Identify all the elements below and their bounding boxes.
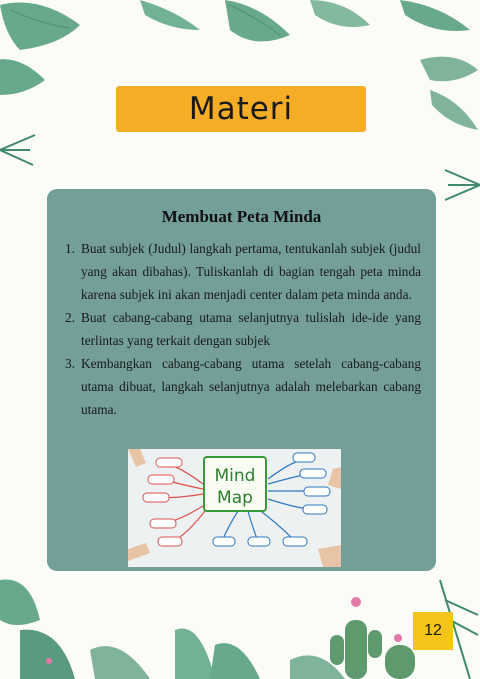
mind-map-center-text-line2: Map xyxy=(217,488,253,508)
list-text: Buat subjek (Judul) langkah pertama, tentukanlah subjek (judul yang akan dibahas). Tuliskanlah di bagian tengah peta minda karena subjek ini akan menjadi center dalam peta minda anda. xyxy=(81,241,421,302)
steps-list xyxy=(65,237,421,421)
list-item xyxy=(65,306,421,352)
tropical-leaf-icon xyxy=(0,3,80,51)
list-number: 3. xyxy=(65,356,75,371)
cactus-icon xyxy=(330,620,415,679)
mind-map-photo xyxy=(128,449,341,567)
card-heading: Membuat Peta Minda xyxy=(161,207,322,226)
palm-frond-right-decoration xyxy=(440,160,480,210)
palm-frond-left-decoration xyxy=(0,120,40,180)
page-title: Materi xyxy=(188,91,294,127)
mind-map-center-text-line1: Mind xyxy=(214,466,256,486)
list-text: Kembangkan cabang-cabang utama setelah cabang-cabang utama dibuat, langkah selanjutnya adalah melebarkan cabang utama. xyxy=(81,356,421,417)
page-number-badge: 12 xyxy=(413,612,453,650)
list-number: 1. xyxy=(65,241,75,256)
content-card xyxy=(47,189,436,571)
list-item xyxy=(65,237,421,306)
list-item xyxy=(65,352,421,421)
list-number: 2. xyxy=(65,310,75,325)
title-banner xyxy=(116,86,366,132)
list-text: Buat cabang-cabang utama selanjutnya tulislah ide-ide yang terlintas yang terkait dengan subjek xyxy=(81,310,421,348)
tropical-leaves-bottom-decoration xyxy=(0,560,480,679)
